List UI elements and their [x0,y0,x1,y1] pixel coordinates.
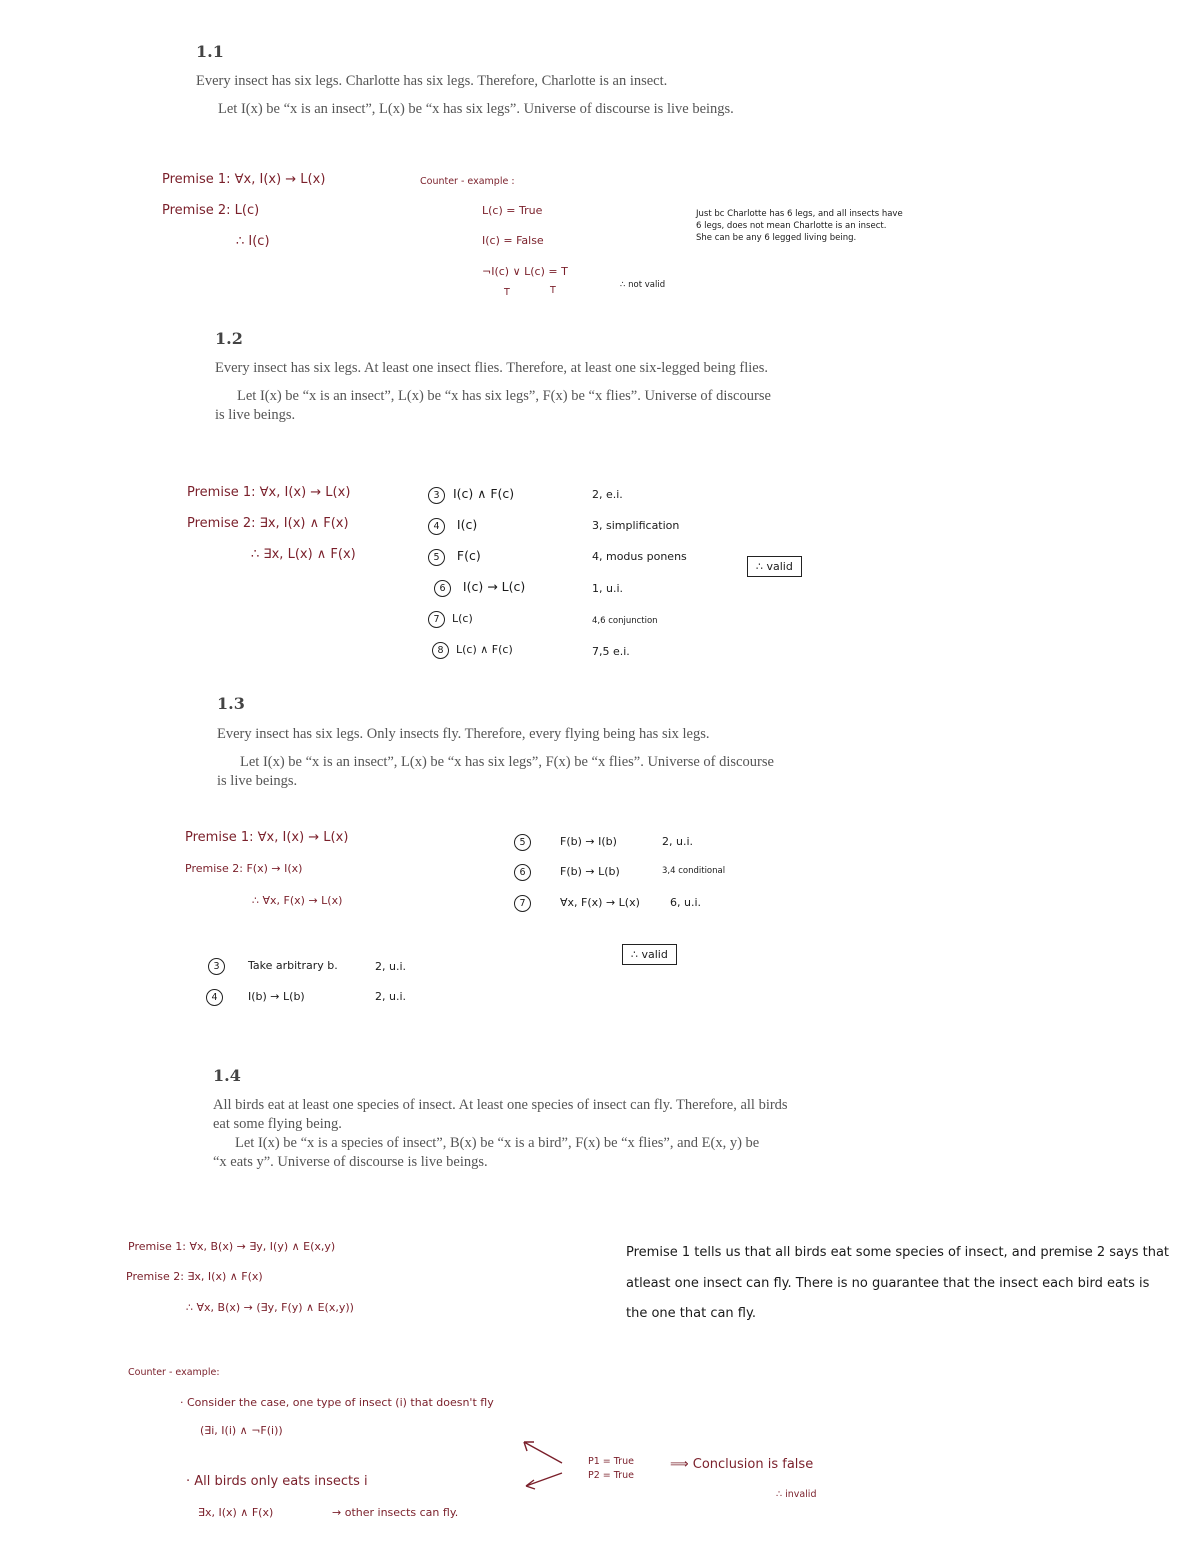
section-1-1-problem: Every insect has six legs. Charlotte has six legs. Therefore, Charlotte is an insect. [196,73,668,89]
section-1-4-problem-cont: eat some flying being. [213,1116,342,1132]
s14-p2-true: P2 = True [588,1470,634,1481]
s12-reason-4: 3, simplification [592,519,680,532]
section-1-3-definitions-cont: is live beings. [217,773,298,789]
step-number: 3 [208,958,225,975]
s12-step-8 [432,642,513,659]
section-1-1-heading: 1.1 [196,42,224,61]
section-1-4-definitions-cont: “x eats y”. Universe of discourse is live beings. [213,1154,488,1170]
s14-explanation: Premise 1 tells us that all birds eat some species of insect, and premise 2 says that atleast one insect can fly. There is no guarantee that the insect each bird eats is the one that can fly. [626,1245,1170,1321]
section-1-3-definitions: Let I(x) be “x is an insect”, L(x) be “x has six legs”, F(x) be “x flies”. Universe of discourse [240,754,774,770]
s14-case-2: · All birds only eats insects i [186,1474,368,1489]
s11-premise-2: Premise 2: L(c) [162,203,260,218]
s13-step-4 [206,989,223,1006]
s11-conclusion: ∴ I(c) [236,234,270,249]
s13-step-4-reason: 2, u.i. [375,990,407,1003]
section-1-3-heading: 1.3 [217,694,245,713]
s14-counter-example-label: Counter - example: [128,1367,220,1378]
s12-reason-3: 2, e.i. [592,488,623,501]
s12-step-5 [428,548,481,566]
s11-counter-2: I(c) = False [482,234,544,247]
step-expression: I(c) [456,517,478,532]
s11-premise-1: Premise 1: ∀x, I(x) → L(x) [162,172,326,187]
s12-reason-5: 4, modus ponens [592,550,687,563]
step-expression: L(c) [452,612,473,625]
s13-step-5 [514,834,531,851]
s13-premise-1: Premise 1: ∀x, I(x) → L(x) [185,830,349,845]
step-number: 7 [514,895,531,912]
s14-case-2-note: → other insects can fly. [332,1506,459,1519]
section-1-2-definitions-cont: is live beings. [215,407,296,423]
s13-step-3 [208,958,225,975]
s14-case-1-expr: (∃i, I(i) ∧ ¬F(i)) [200,1424,283,1437]
s11-truth-mark-2: T [550,285,556,296]
s14-premise-2: Premise 2: ∃x, I(x) ∧ F(x) [126,1270,263,1283]
s12-step-6 [434,579,525,597]
s14-conclusion-false: ⟹ Conclusion is false [670,1457,814,1472]
section-1-2-problem: Every insect has six legs. At least one insect flies. Therefore, at least one six-legged being flies. [215,360,768,376]
s13-step-5-expr: F(b) → I(b) [560,835,617,848]
s11-counter-example-label: Counter - example : [420,176,515,187]
s12-premise-2: Premise 2: ∃x, I(x) ∧ F(x) [187,516,349,531]
s12-reason-7: 4,6 conjunction [592,616,658,626]
s13-step-6-expr: F(b) → L(b) [560,865,620,878]
step-number: 5 [428,549,445,566]
s14-p1-true: P1 = True [588,1456,634,1467]
step-number: 7 [428,611,445,628]
s12-step-4 [428,517,477,535]
s12-premise-1: Premise 1: ∀x, I(x) → L(x) [187,485,351,500]
section-1-1-definitions: Let I(x) be “x is an insect”, L(x) be “x has six legs”. Universe of discourse is live beings. [218,101,734,117]
step-number: 6 [514,864,531,881]
section-1-2-definitions: Let I(x) be “x is an insect”, L(x) be “x has six legs”, F(x) be “x flies”. Universe of discourse [237,388,771,404]
step-expression: I(c) ∧ F(c) [452,486,515,501]
step-number: 5 [514,834,531,851]
step-expression: F(c) [456,548,481,563]
s13-step-7-reason: 6, u.i. [670,896,702,909]
s11-counter-1: L(c) = True [482,204,543,217]
s12-step-7 [428,611,473,628]
step-number: 4 [206,989,223,1006]
s14-case-1: · Consider the case, one type of insect (i) that doesn't fly [180,1396,494,1409]
section-1-4-heading: 1.4 [213,1066,241,1085]
s11-counter-3: ¬I(c) ∨ L(c) = T [482,265,568,278]
s12-step-3 [428,486,514,504]
s12-reason-8: 7,5 e.i. [592,645,630,658]
step-number: 6 [434,580,451,597]
s13-step-5-reason: 2, u.i. [662,835,694,848]
s13-step-7 [514,895,531,912]
step-expression: L(c) ∧ F(c) [456,643,513,656]
s13-step-3-expr: Take arbitrary b. [248,959,338,972]
s14-invalid: ∴ invalid [776,1489,817,1500]
arrows-icon [518,1438,566,1498]
s13-premise-2: Premise 2: F(x) → I(x) [185,862,303,875]
s14-conclusion: ∴ ∀x, B(x) → (∃y, F(y) ∧ E(x,y)) [186,1301,354,1314]
s13-step-3-reason: 2, u.i. [375,960,407,973]
s12-reason-6: 1, u.i. [592,582,624,595]
s12-conclusion: ∴ ∃x, L(x) ∧ F(x) [251,547,356,562]
s11-not-valid: ∴ not valid [620,280,666,290]
s14-case-2-expr: ∃x, I(x) ∧ F(x) [198,1506,274,1519]
step-number: 8 [432,642,449,659]
s11-truth-mark-1: T [504,287,510,298]
step-number: 4 [428,518,445,535]
s12-valid-box: ∴ valid [747,556,802,577]
s14-premise-1: Premise 1: ∀x, B(x) → ∃y, I(y) ∧ E(x,y) [128,1240,336,1253]
section-1-4-problem: All birds eat at least one species of insect. At least one species of insect can fly. Therefore, all birds [213,1097,788,1113]
s13-step-4-expr: I(b) → L(b) [248,990,305,1003]
s13-step-7-expr: ∀x, F(x) → L(x) [560,896,640,909]
s13-valid-box: ∴ valid [622,944,677,965]
s13-step-6-reason: 3,4 conditional [662,866,726,876]
s11-explanation-note: Just bc Charlotte has 6 legs, and all insects have 6 legs, does not mean Charlotte is an insect. She can be any 6 legged living being. [696,209,903,243]
step-number: 3 [428,487,445,504]
step-expression: I(c) → L(c) [462,579,526,594]
s13-step-6 [514,864,531,881]
section-1-2-heading: 1.2 [215,329,243,348]
s13-conclusion: ∴ ∀x, F(x) → L(x) [252,894,343,907]
section-1-3-problem: Every insect has six legs. Only insects fly. Therefore, every flying being has six legs. [217,726,710,742]
section-1-4-definitions: Let I(x) be “x is a species of insect”, B(x) be “x is a bird”, F(x) be “x flies”, and E(x, y) be [235,1135,760,1151]
